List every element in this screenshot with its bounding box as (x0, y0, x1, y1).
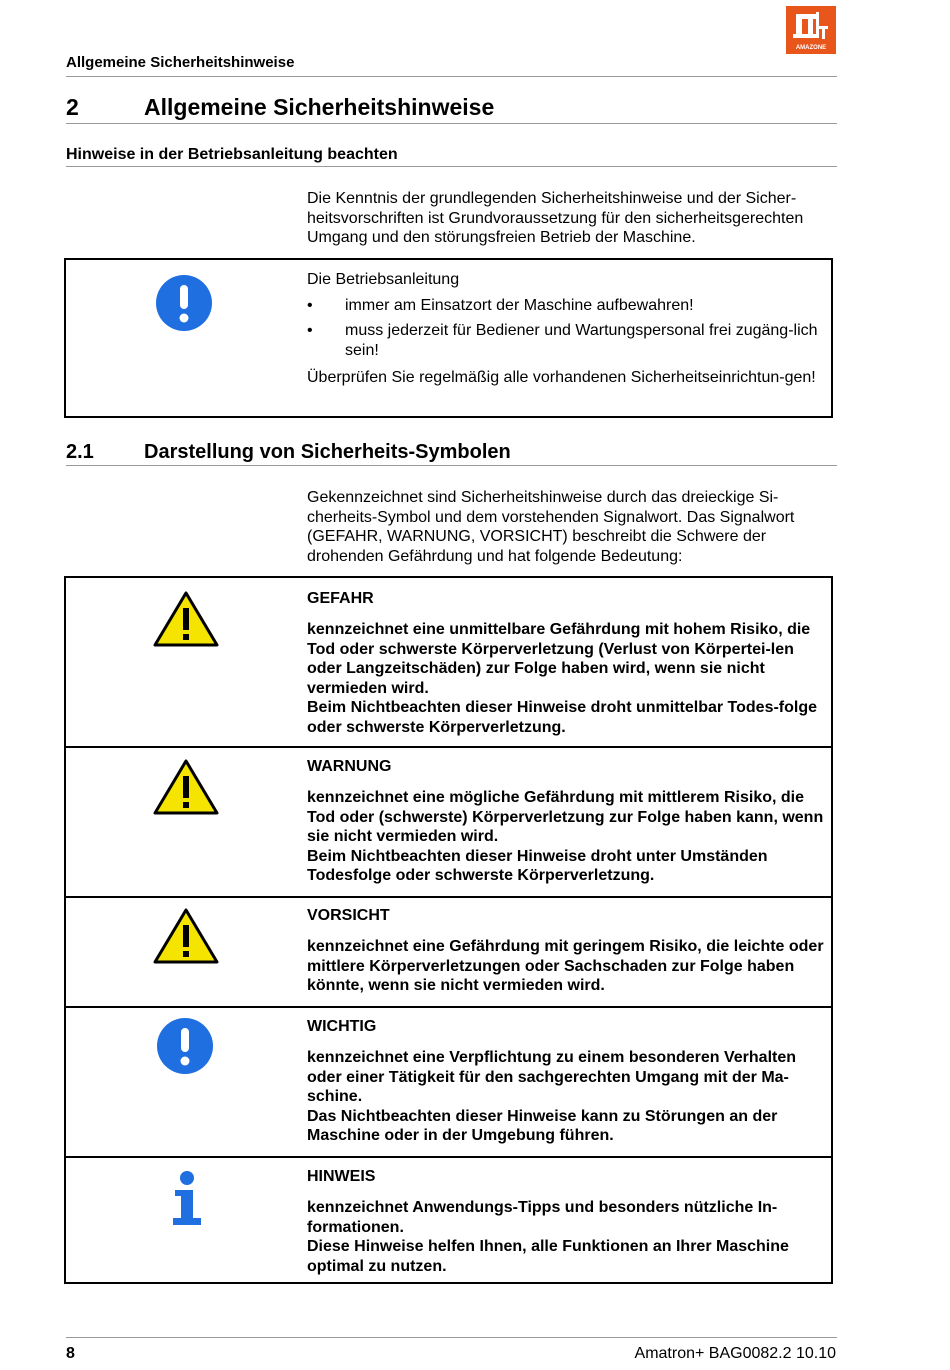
info-icon (170, 1170, 202, 1226)
subsection-rule (66, 166, 837, 167)
description-meaning: kennzeichnet eine unmittelbare Gefährdung mit hohem Risiko, die Tod oder schwerste Körperverletzung (Verlust von Körpertei-len oder Langzeitschäden) zur Folge haben wird, wenn sie nicht vermieden wird. (307, 621, 811, 697)
header-rule (66, 76, 837, 77)
subsection-intro-paragraph: Die Kenntnis der grundlegenden Sicherheitshinweise und der Sicher-heitsvorschriften ist Grundvoraussetzung für den sicherheitsgerechten Umgang und den störungsfreien Betrieb der Maschine. (307, 190, 804, 247)
description-consequence: Das Nichtbeachten dieser Hinweise kann zu Störungen an der Maschine oder in der Umgebung führen. (307, 1107, 778, 1145)
table-row (66, 748, 831, 898)
description-meaning: kennzeichnet eine Gefährdung mit geringem Risiko, die leichte oder mittlere Körperverletzungen oder Sachschaden zur Folge haben könnte, wenn sie nicht vermieden wird. (307, 938, 824, 995)
signal-word-description (307, 937, 829, 996)
signal-word-label: HINWEIS (307, 1168, 376, 1185)
description-consequence: Beim Nichtbeachten dieser Hinweise droht unmittelbar Todes-folge oder schwerste Körperverletzung. (307, 699, 818, 736)
description-consequence: Diese Hinweise helfen Ihnen, alle Funktionen an Ihrer Maschine optimal zu nutzen. (307, 1238, 789, 1275)
chapter-rule (66, 123, 837, 124)
notice-text (307, 270, 827, 388)
table-row (66, 1158, 831, 1282)
chapter-number: 2 (66, 94, 79, 120)
warning-triangle-icon (152, 590, 220, 648)
table-row (66, 1008, 831, 1158)
footer-rule (66, 1337, 837, 1338)
signal-word-description (307, 1198, 829, 1276)
section-intro-paragraph: Gekennzeichnet sind Sicherheitshinweise durch das dreieckige Si-cherheits-Symbol und dem vorstehenden Signalwort. Das Signalwort (GEFAHR, WARNUNG, VORSICHT) beschreibt die Schwere der drohenden Gefährdung und hat folgende Bedeutung: (307, 489, 795, 565)
safety-symbol-table (64, 576, 833, 1284)
running-header-title: Allgemeine Sicherheitshinweise (66, 54, 295, 71)
table-row (66, 578, 831, 748)
signal-word-description (307, 1048, 829, 1146)
logo-wordmark: AMAZONE (795, 45, 827, 51)
warning-triangle-icon (152, 758, 220, 816)
important-notice-box (64, 258, 833, 418)
notice-closing: Überprüfen Sie regelmäßig alle vorhandenen Sicherheitseinrichtun-gen! (307, 369, 816, 387)
subsection-heading: Hinweise in der Betriebsanleitung beachten (66, 146, 398, 163)
amazone-logo (786, 6, 836, 54)
page-number: 8 (66, 1345, 75, 1362)
signal-word-description (307, 620, 829, 738)
description-meaning: kennzeichnet eine mögliche Gefährdung mit mittlerem Risiko, die Tod oder (schwerste) Körperverletzung zur Folge haben kann, wenn sie nicht vermieden wird. (307, 789, 824, 846)
section-number: 2.1 (66, 441, 94, 463)
document-info: Amatron+ BAG0082.2 10.10 (634, 1345, 836, 1362)
signal-word-description (307, 788, 829, 886)
signal-word-label: VORSICHT (307, 907, 390, 924)
list-item: • immer am Einsatzort der Maschine aufbewahren! (307, 296, 827, 316)
warning-triangle-icon (152, 907, 220, 965)
signal-word-label: WICHTIG (307, 1018, 377, 1035)
description-consequence: Beim Nichtbeachten dieser Hinweise droht unter Umständen Todesfolge oder schwerste Körperverletzung. (307, 847, 768, 885)
description-meaning: kennzeichnet eine Verpflichtung zu einem besonderen Verhalten oder einer Tätigkeit für den sachgerechten Umgang mit der Ma-schine. (307, 1049, 797, 1106)
section-title: Darstellung von Sicherheits-Symbolen (144, 441, 511, 463)
notice-lead: Die Betriebsanleitung (307, 271, 460, 288)
description-meaning: kennzeichnet Anwendungs-Tipps und besonders nützliche In-formationen. (307, 1199, 778, 1236)
signal-word-label: GEFAHR (307, 590, 374, 607)
notice-bullet-list (307, 296, 827, 361)
chapter-title: Allgemeine Sicherheitshinweise (144, 94, 495, 120)
list-item: • muss jederzeit für Bediener und Wartungspersonal frei zugäng-lich sein! (307, 321, 827, 360)
section-rule (66, 465, 837, 466)
exclamation-circle-icon (155, 274, 213, 332)
signal-word-label: WARNUNG (307, 758, 392, 775)
table-row (66, 898, 831, 1008)
exclamation-circle-icon (156, 1017, 214, 1075)
